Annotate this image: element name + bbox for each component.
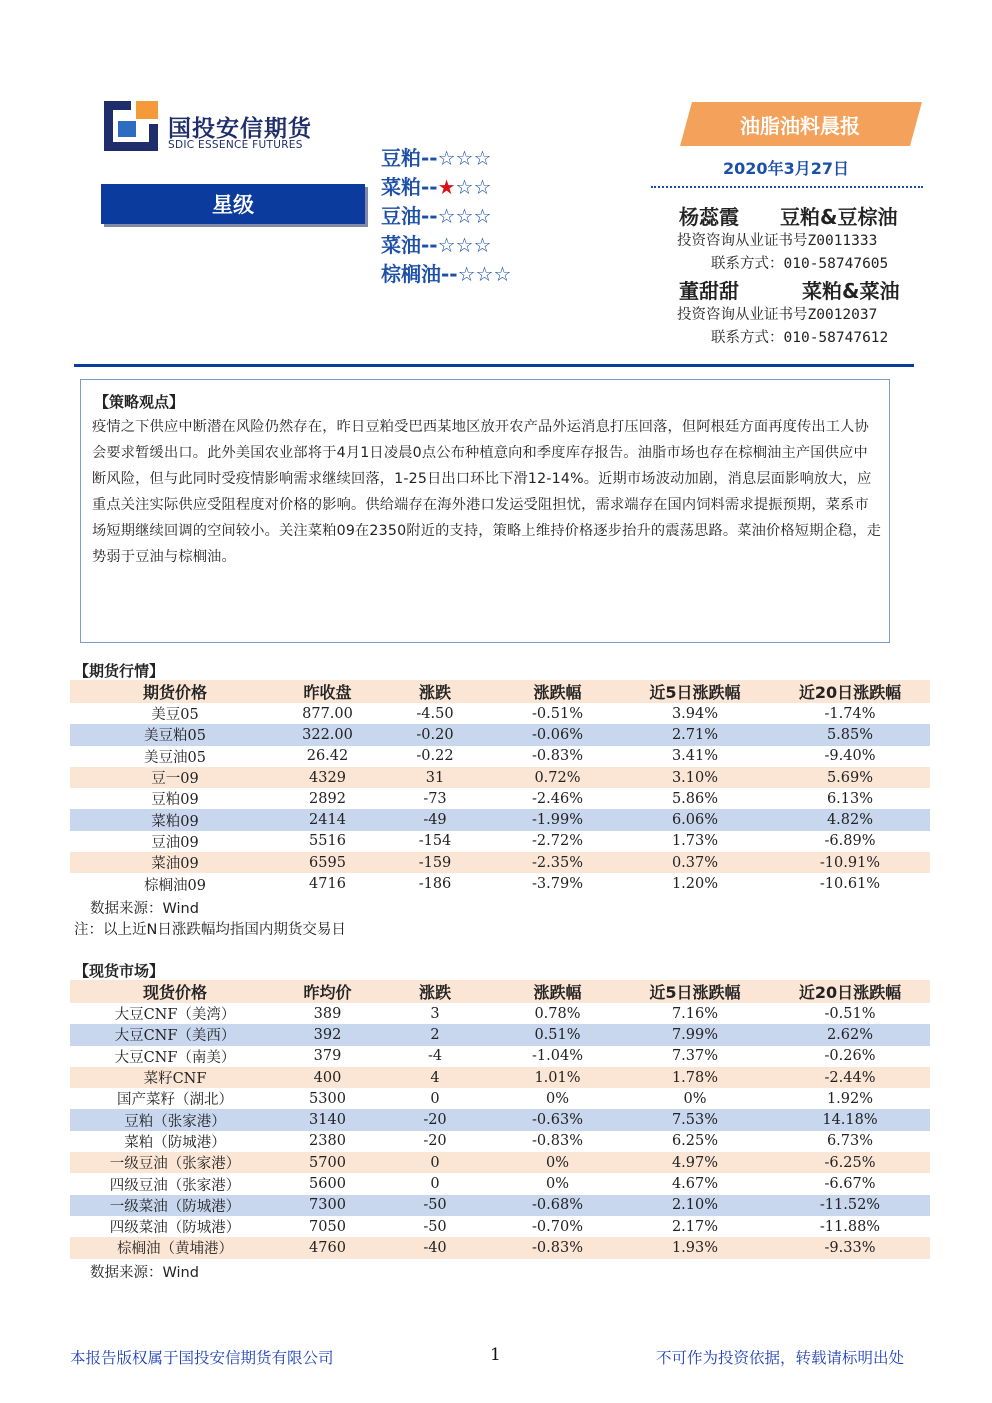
table-cell: -10.91% <box>770 852 930 873</box>
table-cell: 5600 <box>309 1176 346 1193</box>
table-cell: 1.93% <box>620 1237 770 1258</box>
spot-table <box>70 980 930 1259</box>
table-cell: 7050 <box>309 1218 346 1235</box>
analyst-contact: 联系方式：010-58747612 <box>711 330 889 346</box>
table-cell: 4 <box>375 1067 495 1088</box>
table-cell: 0% <box>683 1090 707 1107</box>
column-header: 期货价格 <box>70 680 280 703</box>
table-cell: -20 <box>375 1109 495 1130</box>
futures-note: 注：以上近N日涨跌幅均指国内期货交易日 <box>74 922 346 938</box>
table-row <box>70 1088 930 1109</box>
strategy-title: 【策略观点】 <box>94 393 185 411</box>
table-cell: -0.26% <box>824 1048 876 1065</box>
table-row <box>70 1003 930 1024</box>
table-cell: -6.25% <box>770 1152 930 1173</box>
table-cell: -0.83% <box>532 1133 583 1150</box>
table-cell: 14.18% <box>770 1109 930 1130</box>
company-name-en: SDIC ESSENCE FUTURES <box>168 139 303 151</box>
table-cell: -9.33% <box>770 1237 930 1258</box>
rating-item: 豆油--☆☆☆ <box>381 204 492 228</box>
analyst-license: 投资咨询从业证书号Z0012037 <box>677 307 878 323</box>
futures-table <box>70 680 930 895</box>
table-cell: 392 <box>280 1024 375 1045</box>
table-cell: 菜粕09 <box>70 809 280 830</box>
table-cell: 3.10% <box>620 767 770 788</box>
table-cell: 四级菜油（防城港） <box>109 1220 241 1237</box>
table-cell: 2892 <box>309 790 346 807</box>
table-cell: 1.20% <box>671 876 719 893</box>
table-cell: -4.50 <box>416 705 454 722</box>
column-header: 昨收盘 <box>280 680 375 703</box>
table-cell: -0.20 <box>375 724 495 745</box>
table-cell: -0.22 <box>416 748 454 765</box>
table-cell: 0.72% <box>495 767 620 788</box>
table-cell: 一级菜油（防城港） <box>70 1195 280 1216</box>
table-cell: -50 <box>375 1195 495 1216</box>
table-cell: -11.88% <box>819 1218 881 1235</box>
table-header-row <box>70 980 930 1003</box>
table-cell: -9.40% <box>824 748 876 765</box>
table-cell: 1.01% <box>495 1067 620 1088</box>
table-cell: 豆粕09 <box>151 792 199 809</box>
table-cell: 379 <box>313 1048 342 1065</box>
table-cell: 26.42 <box>306 748 349 765</box>
table-row <box>70 1237 930 1258</box>
dotted-divider <box>651 186 923 188</box>
column-header: 近20日涨跌幅 <box>770 680 930 703</box>
table-row <box>70 1216 930 1237</box>
table-cell: 5.85% <box>770 724 930 745</box>
table-cell: 6.25% <box>671 1133 719 1150</box>
table-cell: -2.72% <box>532 833 583 850</box>
company-logo-icon <box>104 101 158 151</box>
table-cell: -0.51% <box>824 1005 876 1022</box>
analyst-name: 杨蕊霞 <box>679 205 739 229</box>
table-cell: -0.83% <box>532 748 583 765</box>
table-cell: 2414 <box>280 809 375 830</box>
table-cell: 7.16% <box>671 1005 719 1022</box>
column-header: 涨跌幅 <box>495 680 620 703</box>
table-cell: 大豆CNF（南美） <box>114 1049 236 1066</box>
table-cell: 豆一09 <box>70 767 280 788</box>
star-rating-label: 星级 <box>101 184 365 224</box>
table-cell: 4716 <box>309 876 346 893</box>
table-cell: 389 <box>313 1005 342 1022</box>
analyst-license: 投资咨询从业证书号Z0011333 <box>677 233 878 249</box>
column-header: 涨跌 <box>375 980 495 1003</box>
table-cell: 0% <box>545 1090 569 1107</box>
table-row <box>70 1173 930 1194</box>
table-cell: 2 <box>375 1024 495 1045</box>
table-cell: 美豆05 <box>151 707 199 724</box>
table-row <box>70 831 930 852</box>
table-cell: -154 <box>418 833 452 850</box>
table-cell: -2.35% <box>495 852 620 873</box>
table-row <box>70 724 930 745</box>
table-cell: -2.44% <box>770 1067 930 1088</box>
table-cell: -49 <box>375 809 495 830</box>
commodity-ratings <box>381 144 511 289</box>
report-title: 油脂油料晨报 <box>740 114 860 138</box>
table-row <box>70 767 930 788</box>
table-cell: 322.00 <box>280 724 375 745</box>
table-cell: 菜籽CNF <box>70 1067 280 1088</box>
table-cell: 0.37% <box>620 852 770 873</box>
table-cell: -1.74% <box>824 705 876 722</box>
table-cell: -0.63% <box>495 1109 620 1130</box>
analyst-name: 董甜甜 <box>679 279 739 303</box>
table-cell: 棕榈油（黄埔港） <box>70 1237 280 1258</box>
table-cell: 菜粕（防城港） <box>124 1134 226 1151</box>
column-header: 昨均价 <box>280 980 375 1003</box>
table-cell: 31 <box>375 767 495 788</box>
table-cell: 400 <box>280 1067 375 1088</box>
table-cell: 0.78% <box>534 1005 581 1022</box>
table-cell: 2380 <box>309 1133 346 1150</box>
table-cell: 5700 <box>280 1152 375 1173</box>
table-cell: 5.69% <box>770 767 930 788</box>
table-cell: -73 <box>423 790 447 807</box>
table-cell: 877.00 <box>302 705 353 722</box>
column-header: 涨跌幅 <box>495 980 620 1003</box>
table-cell: 3.94% <box>671 705 719 722</box>
table-cell: 0% <box>545 1176 569 1193</box>
header-divider <box>74 364 914 367</box>
table-cell: -0.51% <box>532 705 583 722</box>
table-cell: -0.68% <box>495 1195 620 1216</box>
table-cell: 4760 <box>280 1237 375 1258</box>
table-cell: 6595 <box>280 852 375 873</box>
table-row <box>70 852 930 873</box>
table-cell: 2.17% <box>671 1218 719 1235</box>
table-cell: -11.52% <box>770 1195 930 1216</box>
table-cell: 4.97% <box>620 1152 770 1173</box>
table-cell: 四级豆油（张家港） <box>109 1177 241 1194</box>
page-number: 1 <box>490 1345 501 1365</box>
table-row <box>70 1152 930 1173</box>
table-row <box>70 1131 930 1152</box>
table-cell: -3.79% <box>532 876 583 893</box>
table-cell: -1.04% <box>532 1048 583 1065</box>
futures-section-title: 【期货行情】 <box>74 662 165 680</box>
table-cell: 0 <box>430 1090 440 1107</box>
table-cell: -6.67% <box>824 1176 876 1193</box>
rating-item: 棕榈油--☆☆☆ <box>381 262 512 286</box>
column-header: 近5日涨跌幅 <box>620 680 770 703</box>
table-cell: 2.10% <box>620 1195 770 1216</box>
table-cell: -159 <box>375 852 495 873</box>
filled-star-icon: ★ <box>437 175 456 199</box>
table-row <box>70 746 930 767</box>
column-header: 涨跌 <box>375 680 495 703</box>
table-row <box>70 703 930 724</box>
rating-item: 豆粕--☆☆☆ <box>381 146 492 170</box>
table-cell: 一级豆油（张家港） <box>70 1152 280 1173</box>
table-cell: 6.13% <box>826 790 874 807</box>
table-cell: -50 <box>423 1218 447 1235</box>
table-row <box>70 1046 930 1067</box>
company-name-cn: 国投安信期货 <box>168 116 312 142</box>
table-cell: -2.46% <box>532 790 583 807</box>
table-cell: 5300 <box>309 1090 346 1107</box>
table-cell: 7.99% <box>620 1024 770 1045</box>
table-cell: -0.06% <box>495 724 620 745</box>
table-cell: -20 <box>423 1133 447 1150</box>
table-cell: 国产菜籽（湖北） <box>117 1092 233 1109</box>
table-cell: 0% <box>495 1152 620 1173</box>
table-cell: 3.41% <box>671 748 719 765</box>
table-cell: 美豆粕05 <box>70 724 280 745</box>
futures-source: 数据来源：Wind <box>90 901 199 917</box>
table-cell: 2.62% <box>770 1024 930 1045</box>
footer-disclaimer: 不可作为投资依据，转载请标明出处 <box>656 1349 905 1367</box>
column-header: 现货价格 <box>70 980 280 1003</box>
table-cell: 6.73% <box>826 1133 874 1150</box>
table-cell: 3 <box>430 1005 440 1022</box>
table-cell: 棕榈油09 <box>144 877 206 894</box>
table-cell: -6.89% <box>824 833 876 850</box>
table-cell: -0.83% <box>495 1237 620 1258</box>
table-cell: 大豆CNF（美湾） <box>114 1007 236 1024</box>
table-cell: 7.53% <box>620 1109 770 1130</box>
table-cell: -4 <box>427 1048 443 1065</box>
table-row <box>70 809 930 830</box>
report-date: 2020年3月27日 <box>723 159 849 178</box>
column-header: 近5日涨跌幅 <box>620 980 770 1003</box>
spot-section-title: 【现货市场】 <box>74 962 165 980</box>
table-cell: 豆油09 <box>151 834 199 851</box>
table-cell: 4329 <box>280 767 375 788</box>
table-cell: 1.78% <box>620 1067 770 1088</box>
table-cell: 1.73% <box>671 833 719 850</box>
table-row <box>70 1109 930 1130</box>
rating-item: 菜油--☆☆☆ <box>381 233 492 257</box>
table-cell: 豆粕（张家港） <box>70 1109 280 1130</box>
table-cell: 5516 <box>309 833 346 850</box>
table-cell: 菜油09 <box>70 852 280 873</box>
analyst-subject: 菜粕&菜油 <box>802 279 900 303</box>
table-cell: 5.86% <box>671 790 719 807</box>
table-cell: -1.99% <box>495 809 620 830</box>
table-cell: 7300 <box>280 1195 375 1216</box>
strategy-text: 疫情之下供应中断潜在风险仍然存在，昨日豆粕受巴西某地区放开农产品外运消息打压回落，但阿根廷方面再度传出工人协会要求暂缓出口。此外美国农业部将于4月1日凌晨0点公布种植意向和季度库存报告。油脂市场也存在棕榈油主产国供应中断风险，但与此同时受疫情影响需求继续回落，1-25日出口环比下滑12-14%。近期市场波动加剧，消息层面影响放大，应重点关注实际供应受阻程度对价格的影响。供给端存在海外港口发运受阻担忧，需求端存在国内饲料需求提振预期，菜系市场短期继续回调的空间较小。关注菜粕09在2350附近的支持，策略上维持价格逐步抬升的震荡思路。菜油价格短期企稳，走势弱于豆油与棕榈油。 <box>92 419 882 565</box>
table-cell: 0 <box>375 1152 495 1173</box>
rating-item: 菜粕--★☆☆ <box>381 175 492 199</box>
table-cell: 7.37% <box>671 1048 719 1065</box>
footer-copyright: 本报告版权属于国投安信期货有限公司 <box>70 1349 334 1367</box>
table-cell: 6.06% <box>620 809 770 830</box>
table-cell: 大豆CNF（美西） <box>70 1024 280 1045</box>
table-row <box>70 1195 930 1216</box>
table-cell: 0.51% <box>495 1024 620 1045</box>
table-cell: -10.61% <box>819 876 881 893</box>
table-cell: -40 <box>375 1237 495 1258</box>
table-header-row <box>70 680 930 703</box>
table-row <box>70 873 930 894</box>
table-row <box>70 1024 930 1045</box>
table-row <box>70 788 930 809</box>
table-cell: -186 <box>418 876 452 893</box>
table-cell: 1.92% <box>826 1090 874 1107</box>
table-cell: 3140 <box>280 1109 375 1130</box>
table-cell: 2.71% <box>620 724 770 745</box>
table-cell: 4.82% <box>770 809 930 830</box>
spot-source: 数据来源：Wind <box>90 1265 199 1281</box>
analyst-contact: 联系方式：010-58747605 <box>711 256 889 272</box>
analyst-subject: 豆粕&豆棕油 <box>780 205 898 229</box>
table-cell: 0 <box>430 1176 440 1193</box>
table-cell: 美豆油05 <box>144 749 206 766</box>
table-cell: 4.67% <box>671 1176 719 1193</box>
column-header: 近20日涨跌幅 <box>770 980 930 1003</box>
table-cell: -0.70% <box>532 1218 583 1235</box>
table-row <box>70 1067 930 1088</box>
